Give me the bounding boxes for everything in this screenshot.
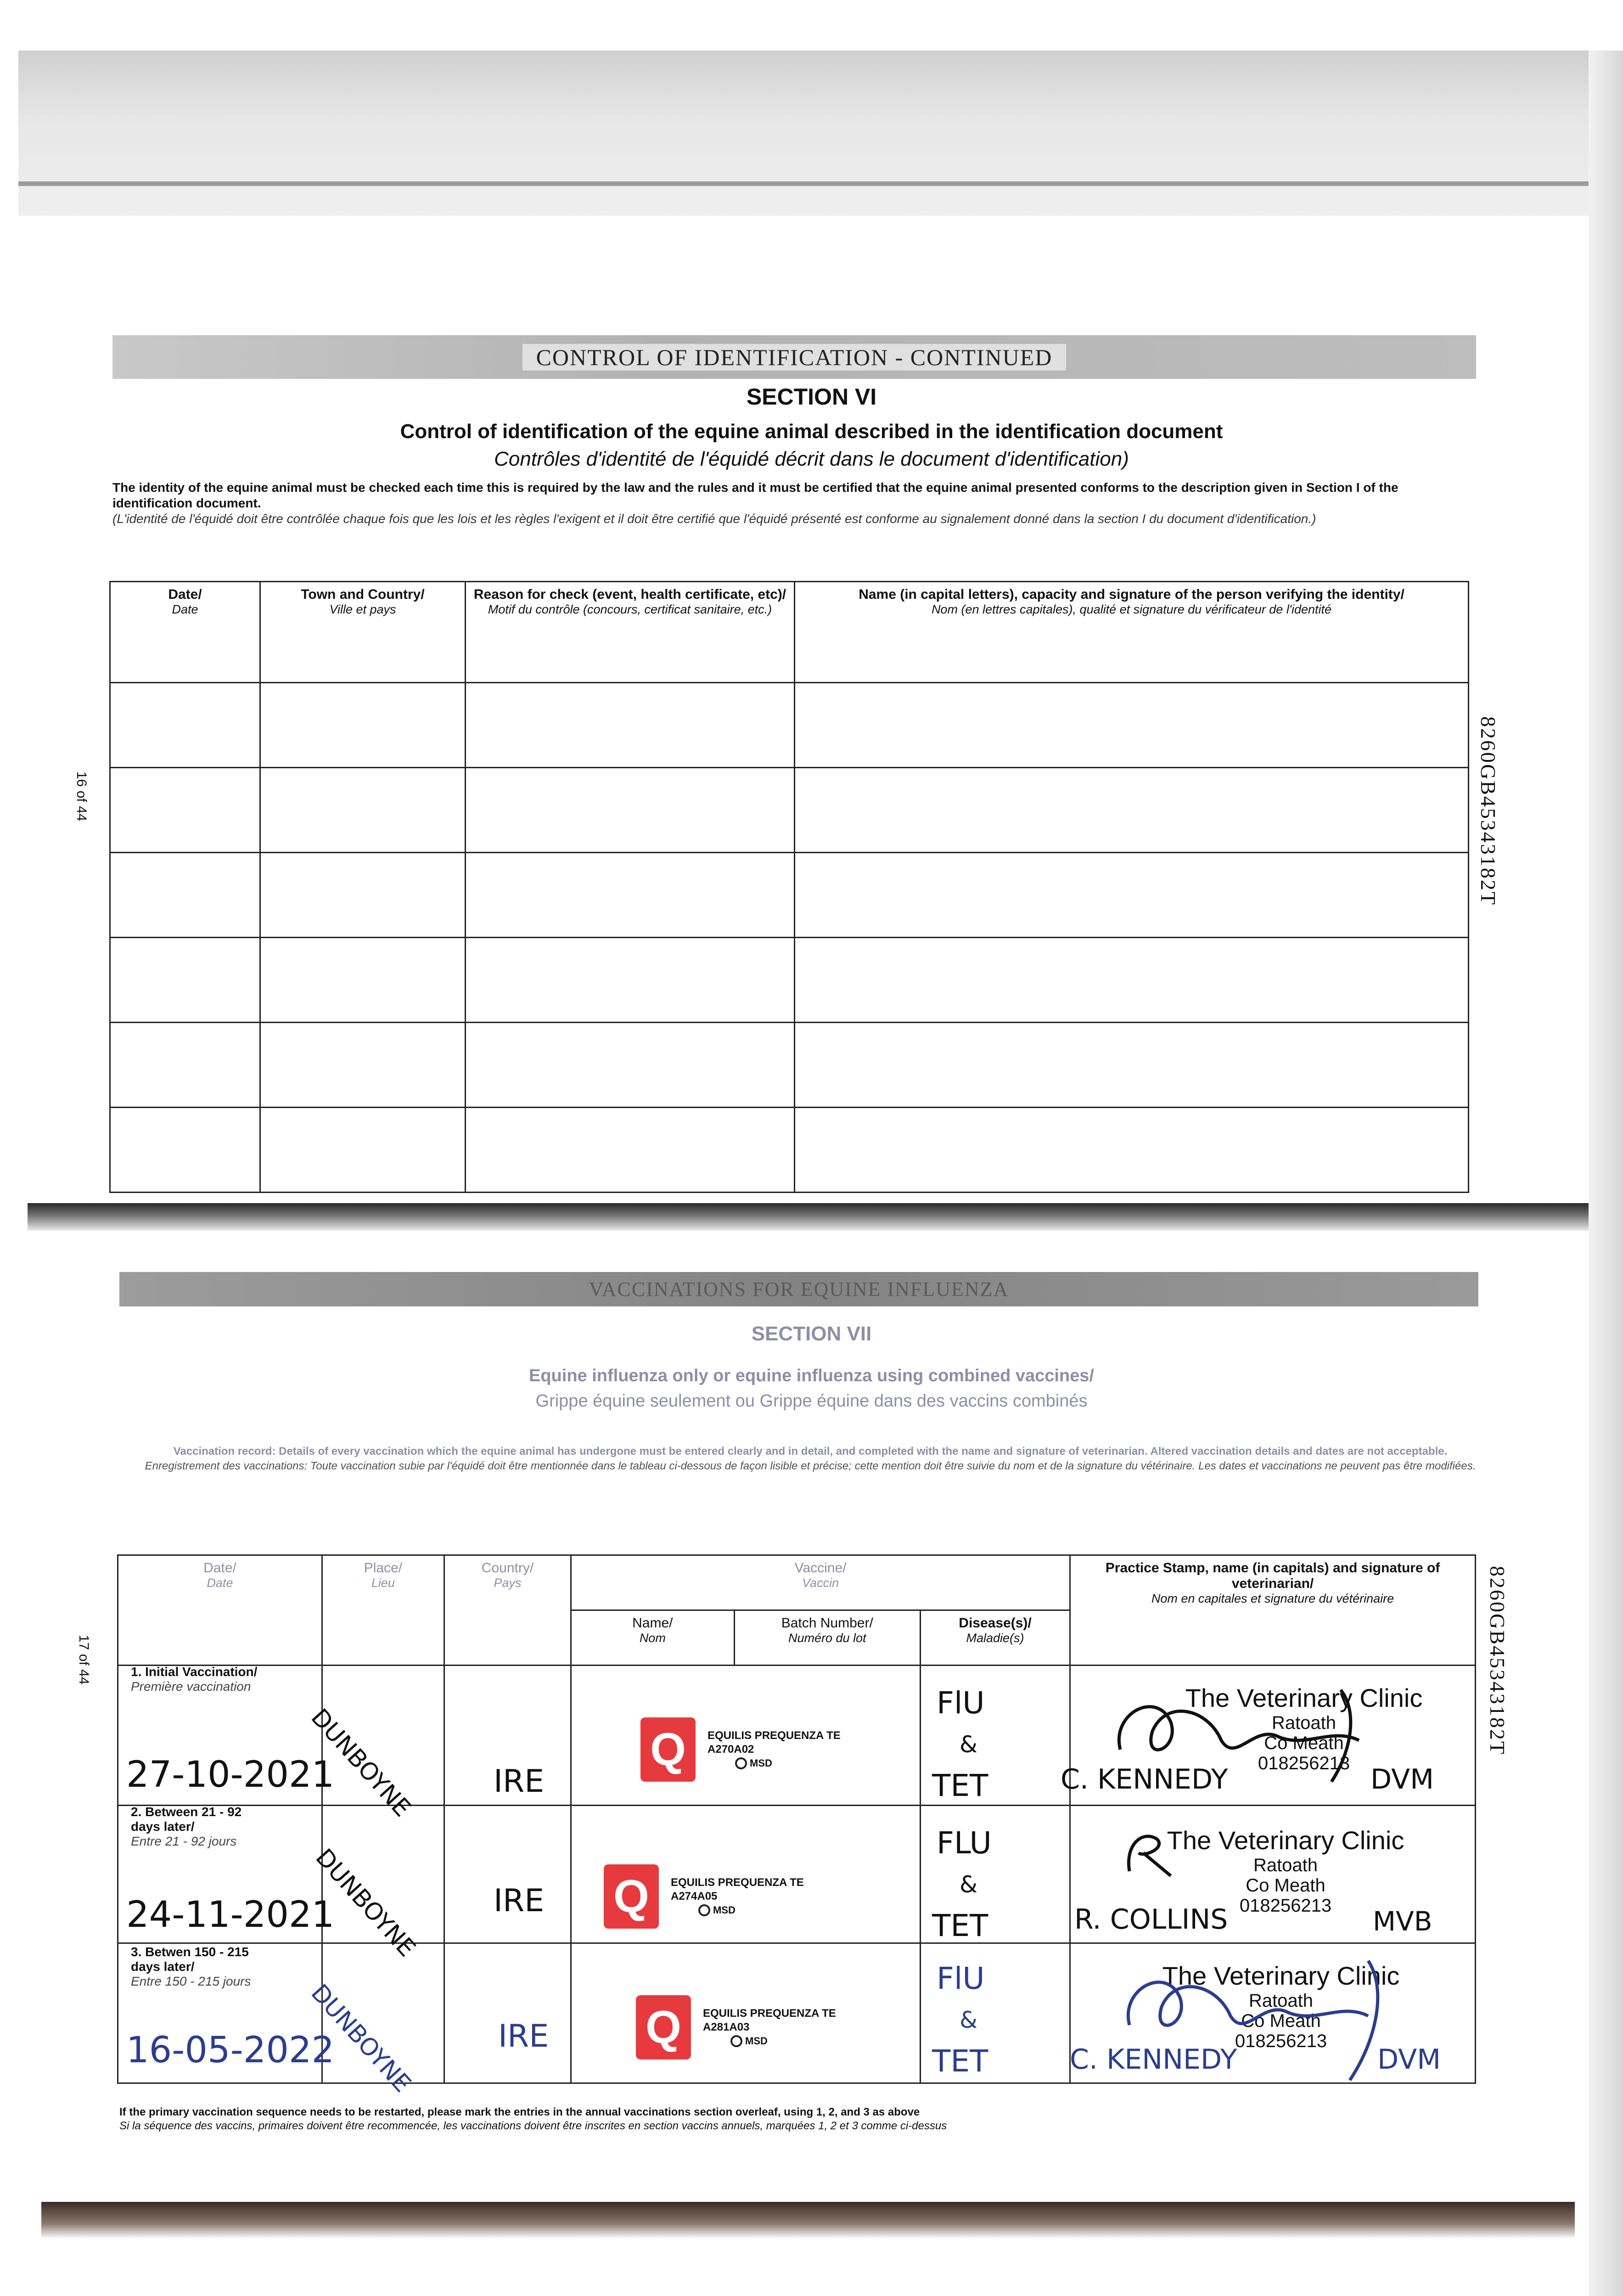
row2-stamp-clinic: The Veterinary Clinic bbox=[1167, 1826, 1404, 1855]
page-number-17: 17 of 44 bbox=[76, 1635, 91, 1685]
col-country bbox=[444, 1555, 571, 1666]
empty-cell[interactable] bbox=[795, 853, 1469, 938]
col-vaccine-name-label-fr: Nom bbox=[639, 1631, 666, 1645]
section-vii-title: SECTION VII bbox=[751, 1322, 872, 1345]
msd-logo bbox=[730, 2034, 836, 2048]
row3-country: IRE bbox=[498, 2018, 549, 2054]
section-vii-band bbox=[119, 1272, 1478, 1306]
scan-shadow-top bbox=[18, 51, 1589, 216]
section-vi-subtitle-en: Control of identification of the equine animal described in the identification document bbox=[400, 420, 1223, 443]
col-place bbox=[322, 1555, 444, 1666]
row3-vaccine-name: EQUILIS PREQUENZA TE bbox=[703, 2007, 836, 2020]
row2-stamp-county: Co Meath bbox=[1246, 1875, 1325, 1896]
section-vi-band bbox=[112, 335, 1476, 379]
col-practice-label-fr: Nom en capitales et signature du vétérinaire bbox=[1151, 1592, 1394, 1605]
col-vaccine-name bbox=[571, 1610, 735, 1666]
col-vaccine-label: Vaccine/ bbox=[794, 1560, 847, 1576]
row1-batch-number: A270A02 bbox=[708, 1743, 754, 1756]
msd-logo bbox=[735, 1756, 841, 1770]
table-row bbox=[110, 768, 1469, 853]
col-practice bbox=[1070, 1555, 1476, 1666]
row1-stamp-county: Co Meath bbox=[1264, 1733, 1344, 1753]
row3-disease-3: TET bbox=[932, 2043, 988, 2079]
row1-disease-2: & bbox=[960, 1731, 977, 1758]
passport-code-17: 8260GB45343182T bbox=[1486, 1566, 1509, 1756]
row2-country: IRE bbox=[494, 1883, 545, 1919]
table-row bbox=[110, 853, 1469, 938]
row1-msd-text: MSD bbox=[750, 1757, 772, 1769]
col-town-label-fr: Ville et pays bbox=[329, 602, 396, 616]
empty-cell[interactable] bbox=[260, 1023, 466, 1108]
row3-label-fr: Entre 150 - 215 jours bbox=[131, 1974, 251, 1988]
empty-cell[interactable] bbox=[466, 683, 795, 768]
row3-label bbox=[131, 1945, 255, 1989]
row3-vet-title: DVM bbox=[1377, 2043, 1441, 2076]
col-vac-date-label: Date/ bbox=[203, 1560, 236, 1576]
col-date bbox=[110, 582, 260, 683]
row2-vet-signature bbox=[1116, 1825, 1180, 1880]
empty-cell[interactable] bbox=[260, 768, 466, 853]
empty-cell[interactable] bbox=[110, 683, 260, 768]
col-town bbox=[260, 582, 466, 683]
row3-stamp-clinic: The Veterinary Clinic bbox=[1162, 1961, 1400, 1990]
row1-vaccine-name: EQUILIS PREQUENZA TE bbox=[708, 1729, 841, 1742]
row2-batch-number: A274A05 bbox=[671, 1890, 718, 1902]
empty-cell[interactable] bbox=[260, 853, 466, 938]
col-place-label: Place/ bbox=[364, 1560, 403, 1576]
row1-disease-3: TET bbox=[932, 1768, 988, 1803]
msd-logo bbox=[698, 1903, 804, 1917]
col-verifier bbox=[795, 582, 1469, 683]
col-batch-label-fr: Numéro du lot bbox=[788, 1631, 866, 1645]
row2-msd-text: MSD bbox=[713, 1904, 736, 1916]
empty-cell[interactable] bbox=[110, 1108, 260, 1193]
row3-msd-text: MSD bbox=[745, 2035, 768, 2047]
section-vi-instructions-fr: (L'identité de l'équidé doit être contrôlée chaque fois que les lois et les règles l'exigent et il doit être certifié que l'équidé présenté est conforme au signalement donné dans la section I du document d'identification.) bbox=[112, 512, 1316, 526]
col-vaccine-name-label: Name/ bbox=[632, 1615, 673, 1631]
col-verifier-label-fr: Nom (en lettres capitales), qualité et signature du vérificateur de l'identité bbox=[931, 602, 1332, 616]
empty-cell[interactable] bbox=[466, 938, 795, 1023]
section-vii-subtitle-fr: Grippe équine seulement ou Grippe équine dans des vaccins combinés bbox=[535, 1391, 1088, 1411]
row3-stamp-county: Co Meath bbox=[1241, 2011, 1321, 2031]
row1-vet-title: DVM bbox=[1370, 1763, 1434, 1795]
row3-disease-2: & bbox=[960, 2007, 977, 2033]
page-number-16: 16 of 44 bbox=[74, 771, 89, 822]
section-vi-instructions bbox=[112, 480, 1476, 527]
col-batch-label: Batch Number/ bbox=[781, 1615, 873, 1631]
row2-country-cell[interactable] bbox=[444, 1806, 571, 1943]
section-vi-band-title: CONTROL OF IDENTIFICATION - CONTINUED bbox=[522, 344, 1067, 371]
row2-vet-title: MVB bbox=[1373, 1906, 1432, 1937]
primary-sequence-note bbox=[119, 2105, 947, 2133]
col-vac-date bbox=[118, 1555, 322, 1666]
row3-disease-1: FlU bbox=[937, 1961, 985, 1996]
col-reason-label: Reason for check (event, health certificate, etc)/ bbox=[473, 587, 786, 602]
prequenza-logo-icon: Q bbox=[604, 1864, 659, 1929]
empty-cell[interactable] bbox=[466, 853, 795, 938]
col-vaccine-label-fr: Vaccin bbox=[802, 1576, 839, 1590]
empty-cell[interactable] bbox=[795, 683, 1469, 768]
row2-vet-name: R. COLLINS bbox=[1074, 1903, 1228, 1936]
section-vii-instructions-fr: Enregistrement des vaccinations: Toute vaccination subie par l'équidé doit être mentionnée dans le tableau ci-dessous de façon lisible et précise; cette mention doit être suivie du nom et de la signature du vétérinaire. Les dates et vaccinations ne peuvent pas être modifiées. bbox=[145, 1460, 1476, 1472]
row1-stamp-town: Ratoath bbox=[1271, 1713, 1337, 1733]
row2-stamp-town: Ratoath bbox=[1253, 1855, 1318, 1875]
row2-practice-stamp bbox=[1143, 1825, 1428, 1916]
row2-label bbox=[131, 1805, 255, 1849]
col-batch bbox=[734, 1610, 920, 1666]
col-date-label: Date/ bbox=[168, 587, 202, 602]
row1-stamp-clinic: The Veterinary Clinic bbox=[1185, 1683, 1423, 1712]
row3-vaccine-sticker bbox=[636, 1995, 836, 2060]
row3-place: DUNBOYNE bbox=[305, 1979, 416, 2098]
identification-check-table bbox=[109, 581, 1469, 1193]
row1-vaccine-sticker bbox=[640, 1717, 841, 1782]
section-vii-instructions-en: Vaccination record: Details of every vaccination which the equine animal has undergone must be entered clearly and in detail, and completed with the name and signature of veterinarian. Altered vaccination details and dates are not acceptable. bbox=[173, 1445, 1448, 1458]
row2-place: DUNBOYNE bbox=[310, 1844, 421, 1963]
empty-cell[interactable] bbox=[110, 768, 260, 853]
primary-sequence-note-en: If the primary vaccination sequence needs to be restarted, please mark the entries in the annual vaccinations section overleaf, using 1, 2, and 3 as above bbox=[119, 2106, 920, 2118]
col-country-label: Country/ bbox=[481, 1560, 534, 1576]
row1-place: DUNBOYNE bbox=[305, 1704, 416, 1823]
col-vaccine bbox=[571, 1555, 1070, 1610]
empty-cell[interactable] bbox=[260, 938, 466, 1023]
table-row bbox=[110, 1023, 1469, 1108]
section-vi-subtitle-fr: Contrôles d'identité de l'équidé décrit dans le document d'identification) bbox=[494, 448, 1129, 470]
empty-cell[interactable] bbox=[260, 1108, 466, 1193]
row3-vet-name: C. KENNEDY bbox=[1070, 2043, 1237, 2076]
empty-cell[interactable] bbox=[110, 853, 260, 938]
col-reason-label-fr: Motif du contrôle (concours, certificat sanitaire, etc.) bbox=[488, 602, 772, 616]
empty-cell[interactable] bbox=[110, 1023, 260, 1108]
page-edge-line bbox=[18, 181, 1589, 186]
row2-disease-2: & bbox=[960, 1871, 977, 1898]
msd-icon bbox=[730, 2035, 742, 2047]
booklet-bottom-edge bbox=[41, 2202, 1575, 2239]
row1-country: IRE bbox=[494, 1763, 545, 1800]
row1-label-fr: Première vaccination bbox=[131, 1679, 251, 1694]
row3-label-en: 3. Betwen 150 - 215 days later/ bbox=[131, 1945, 249, 1974]
col-disease-label: Disease(s)/ bbox=[959, 1615, 1032, 1631]
empty-cell[interactable] bbox=[795, 1108, 1469, 1193]
row2-disease-1: FLU bbox=[937, 1825, 992, 1861]
primary-sequence-note-fr: Si la séquence des vaccins, primaires doivent être recommencée, les vaccinations doivent être inscrites en section vaccins annuels, marquées 1, 2 et 3 comme ci-dessus bbox=[119, 2120, 947, 2132]
empty-cell[interactable] bbox=[260, 683, 466, 768]
col-disease bbox=[920, 1610, 1070, 1666]
row1-stamp-phone: 018256213 bbox=[1258, 1753, 1350, 1773]
col-reason bbox=[466, 582, 795, 683]
row1-vet-name: C. KENNEDY bbox=[1061, 1763, 1228, 1795]
row1-label-en: 1. Initial Vaccination/ bbox=[131, 1665, 258, 1679]
row1-date: 27-10-2021 bbox=[126, 1754, 335, 1795]
row2-label-fr: Entre 21 - 92 jours bbox=[131, 1834, 237, 1848]
table-row bbox=[110, 1108, 1469, 1193]
prequenza-logo-icon: Q bbox=[636, 1995, 691, 2060]
empty-cell[interactable] bbox=[795, 768, 1469, 853]
row3-date: 16-05-2022 bbox=[126, 2030, 335, 2071]
passport-code-16: 8260GB45343182T bbox=[1477, 716, 1500, 906]
table-row bbox=[110, 683, 1469, 768]
row3-stamp-town: Ratoath bbox=[1248, 1991, 1314, 2011]
row1-label bbox=[131, 1665, 257, 1694]
row2-vaccine-sticker bbox=[604, 1864, 804, 1929]
msd-icon bbox=[735, 1757, 747, 1769]
empty-cell[interactable] bbox=[795, 1023, 1469, 1108]
row3-batch-number: A281A03 bbox=[703, 2021, 750, 2033]
row1-disease-1: FlU bbox=[937, 1685, 985, 1721]
prequenza-logo-icon: Q bbox=[640, 1717, 696, 1782]
row2-stamp-phone: 018256213 bbox=[1239, 1896, 1332, 1916]
empty-cell[interactable] bbox=[110, 938, 260, 1023]
empty-cell[interactable] bbox=[795, 938, 1469, 1023]
section-vii-instructions bbox=[129, 1444, 1492, 1474]
booklet-fold bbox=[28, 1203, 1589, 1231]
col-disease-label-fr: Maladie(s) bbox=[966, 1631, 1024, 1645]
col-verifier-label: Name (in capital letters), capacity and signature of the person verifying the identity/ bbox=[859, 587, 1404, 602]
section-vi-title: SECTION VI bbox=[746, 384, 877, 410]
msd-icon bbox=[698, 1904, 710, 1916]
section-vii-subtitle-en: Equine influenza only or equine influenza using combined vaccines/ bbox=[529, 1366, 1094, 1385]
row2-date: 24-11-2021 bbox=[126, 1894, 335, 1936]
row2-disease-3: TET bbox=[932, 1908, 988, 1943]
col-practice-label: Practice Stamp, name (in capitals) and signature of veterinarian/ bbox=[1105, 1560, 1440, 1591]
row3-country-cell[interactable] bbox=[444, 1943, 571, 2083]
row2-vaccine-name: EQUILIS PREQUENZA TE bbox=[671, 1876, 804, 1889]
empty-cell[interactable] bbox=[466, 1023, 795, 1108]
col-date-label-fr: Date bbox=[172, 602, 198, 616]
col-town-label: Town and Country/ bbox=[301, 587, 425, 602]
empty-cell[interactable] bbox=[466, 1108, 795, 1193]
section-vii-band-title: VACCINATIONS FOR EQUINE INFLUENZA bbox=[589, 1278, 1009, 1300]
col-country-label-fr: Pays bbox=[494, 1576, 522, 1590]
col-vac-date-label-fr: Date bbox=[207, 1576, 233, 1590]
row2-label-en: 2. Between 21 - 92 days later/ bbox=[131, 1805, 242, 1834]
table-row bbox=[110, 938, 1469, 1023]
section-vi-instructions-en: The identity of the equine animal must be checked each time this is required by the law and the rules and it must be certified that the equine animal presented conforms to the description given in Section I of the identification document. bbox=[112, 480, 1398, 510]
empty-cell[interactable] bbox=[466, 768, 795, 853]
row3-stamp-phone: 018256213 bbox=[1235, 2031, 1327, 2051]
col-place-label-fr: Lieu bbox=[371, 1576, 395, 1590]
